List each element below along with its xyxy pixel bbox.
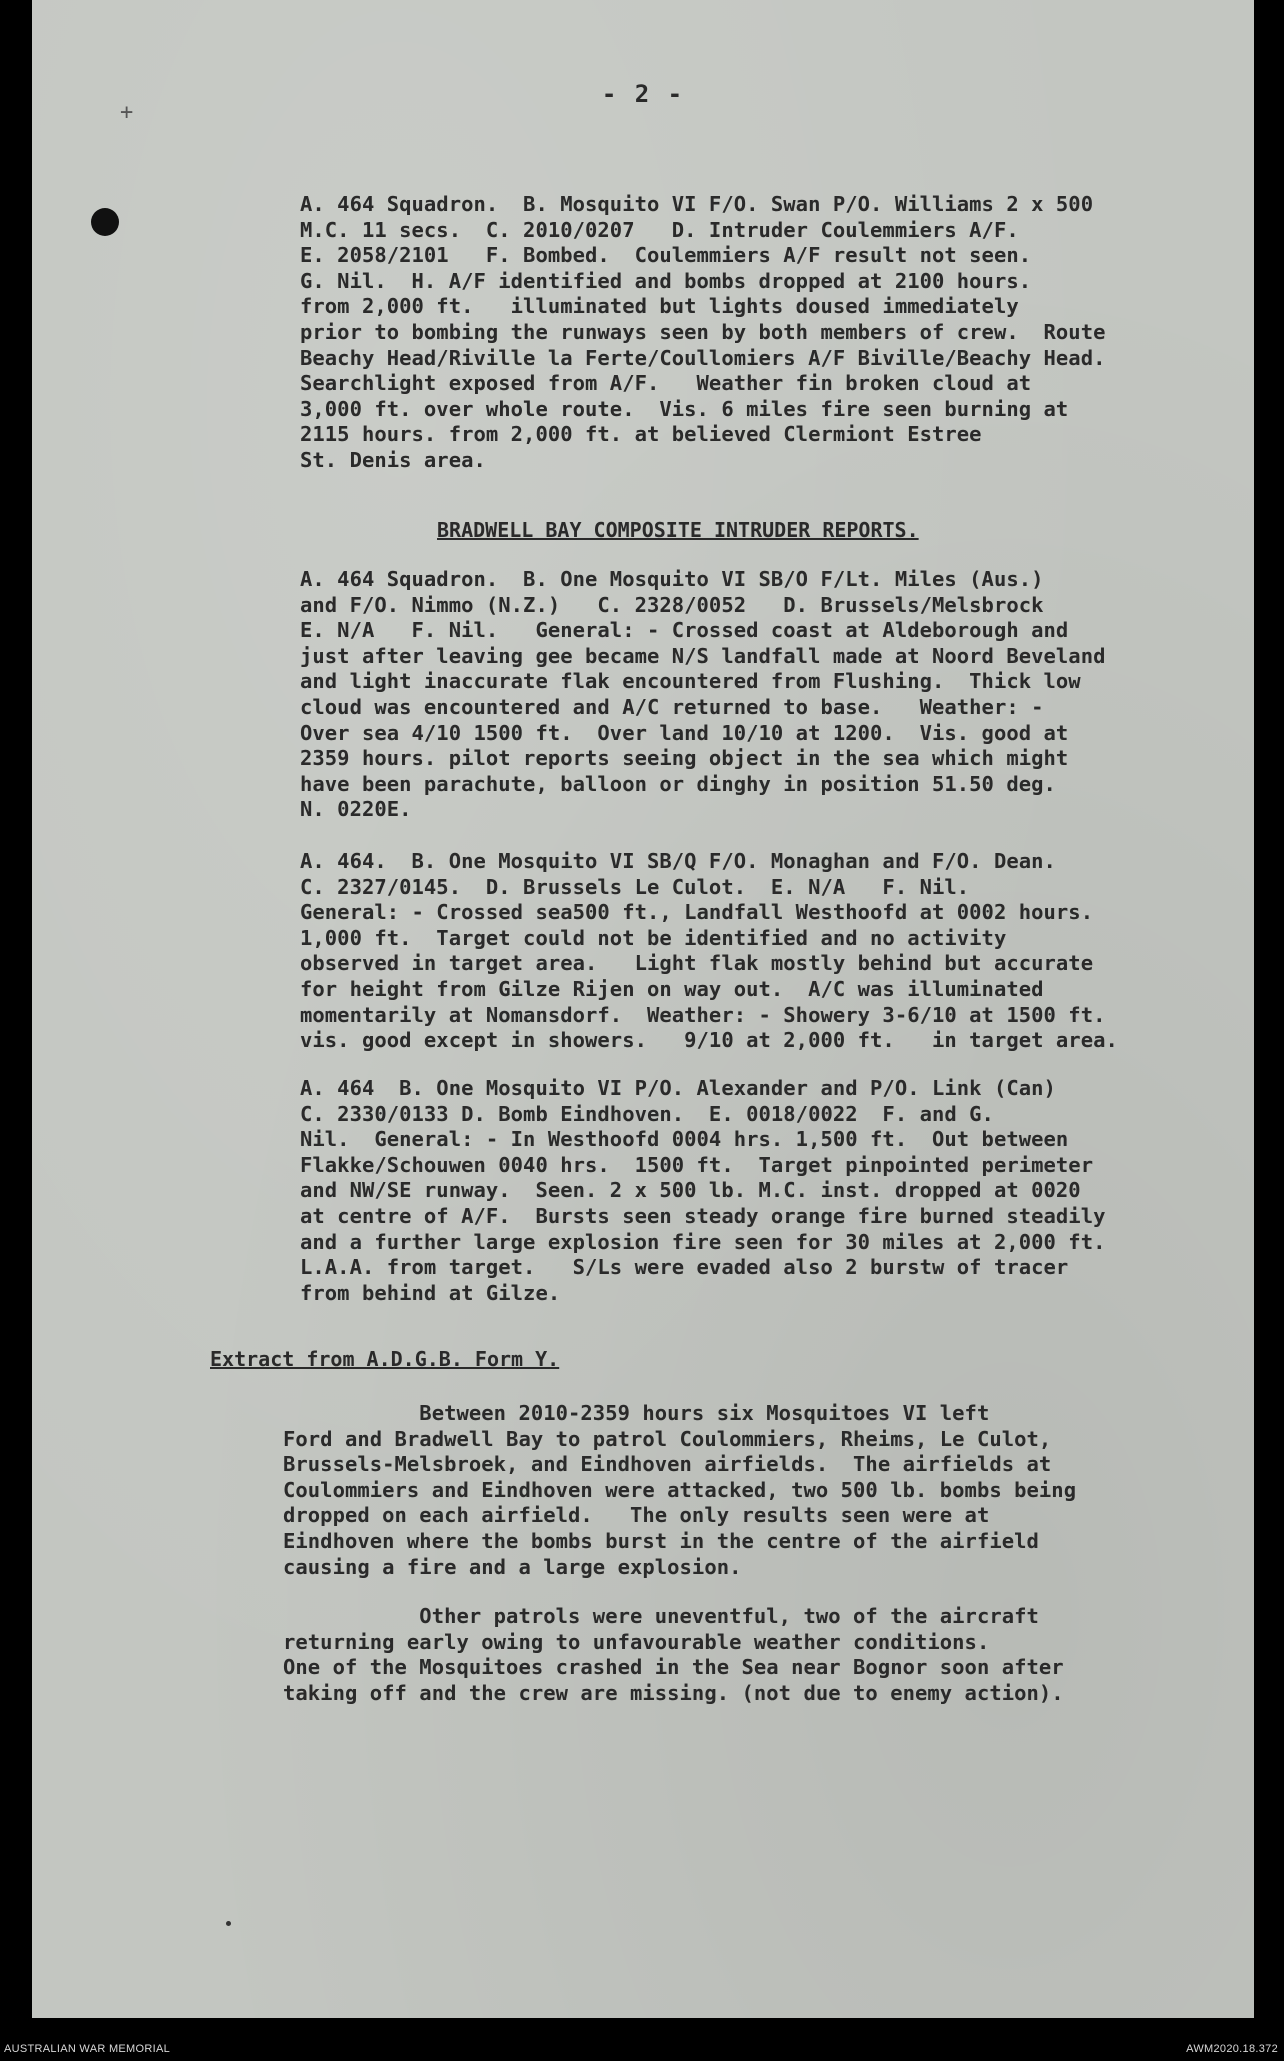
document-page (32, 0, 1254, 2018)
alexander-report-paragraph: A. 464 B. One Mosquito VI P/O. Alexander and P/O. Link (Can) C. 2330/0133 D. Bomb Eindhoven. E. 0018/0022 F. and G. Nil. General: - In Westhoofd 0004 hrs. 1,500 ft. Out between Flakke/Schouwen 0040 hrs. 1500 ft. Target pinpointed perimeter and NW/SE runway. Seen. 2 x 500 lb. M.C. inst. dropped at 0020 at centre of A/F. Bursts seen steady orange fire burned steadily and a further large explosion fire seen for 30 miles at 2,000 ft. L.A.A. from target. S/Ls were evaded also 2 burstw of tracer from behind at Gilze. (300, 1076, 1106, 1305)
stray-dot (226, 1921, 231, 1926)
swan-report-paragraph: A. 464 Squadron. B. Mosquito VI F/O. Swan P/O. Williams 2 x 500 M.C. 11 secs. C. 2010/0207 D. Intruder Coulemmiers A/F. E. 2058/2101 F. Bombed. Coulemmiers A/F result not seen. G. Nil. H. A/F identified and bombs dropped at 2100 hours. from 2,000 ft. illuminated but lights doused immediately prior to bombing the runways seen by both members of crew. Route Beachy Head/Riville la Ferte/Coullomiers A/F Biville/Beachy Head. Searchlight exposed from A/F. Weather fin broken cloud at 3,000 ft. over whole route. Vis. 6 miles fire seen burning at 2115 hours. from 2,000 ft. at believed Clermiont Estree St. Denis area. (300, 192, 1106, 472)
bradwell-bay-heading: BRADWELL BAY COMPOSITE INTRUDER REPORTS. (437, 518, 919, 542)
extract-paragraph-2: Other patrols were uneventful, two of the aircraft returning early owing to unfavourable weather conditions. One of the Mosquitoes crashed in the Sea near Bognor soon after taking off and the crew are missing. (not due to enemy action). (283, 1604, 1064, 1705)
miles-report-paragraph: A. 464 Squadron. B. One Mosquito VI SB/O F/Lt. Miles (Aus.) and F/O. Nimmo (N.Z.) C. 2328/0052 D. Brussels/Melsbrock E. N/A F. Nil. General: - Crossed coast at Aldeborough and just after leaving gee became N/S landfall made at Noord Beveland and light inaccurate flak encountered from Flushing. Thick low cloud was encountered and A/C returned to base. Weather: - Over sea 4/10 1500 ft. Over land 10/10 at 1200. Vis. good at 2359 hours. pilot reports seeing object in the sea which might have been parachute, balloon or dinghy in position 51.50 deg. N. 0220E. (300, 567, 1106, 822)
monaghan-report-paragraph: A. 464. B. One Mosquito VI SB/Q F/O. Monaghan and F/O. Dean. C. 2327/0145. D. Brussels Le Culot. E. N/A F. Nil. General: - Crossed sea500 ft., Landfall Westhoofd at 0002 hours. 1,000 ft. Target could not be identified and no activity observed in target area. Light flak mostly behind but accurate for height from Gilze Rijen on way out. A/C was illuminated momentarily at Nomansdorf. Weather: - Showery 3-6/10 at 1500 ft. vis. good except in showers. 9/10 at 2,000 ft. in target area. (300, 849, 1118, 1053)
extract-paragraph-1: Between 2010-2359 hours six Mosquitoes VI left Ford and Bradwell Bay to patrol Coulommiers, Rheims, Le Culot, Brussels-Melsbroek, and Eindhoven airfields. The airfields at Coulommiers and Eindhoven were attacked, two 500 lb. bombs being dropped on each airfield. The only results seen were at Eindhoven where the bombs burst in the centre of the airfield causing a fire and a large explosion. (283, 1401, 1077, 1579)
margin-pencil-mark: + (120, 100, 134, 125)
punch-hole (91, 208, 119, 236)
extract-heading: Extract from A.D.G.B. Form Y. (210, 1347, 560, 1371)
footer-catalogue-id: AWM2020.18.372 (1186, 2043, 1278, 2055)
page-number: - 2 - (601, 80, 685, 108)
footer-source-label: AUSTRALIAN WAR MEMORIAL (4, 2043, 171, 2055)
